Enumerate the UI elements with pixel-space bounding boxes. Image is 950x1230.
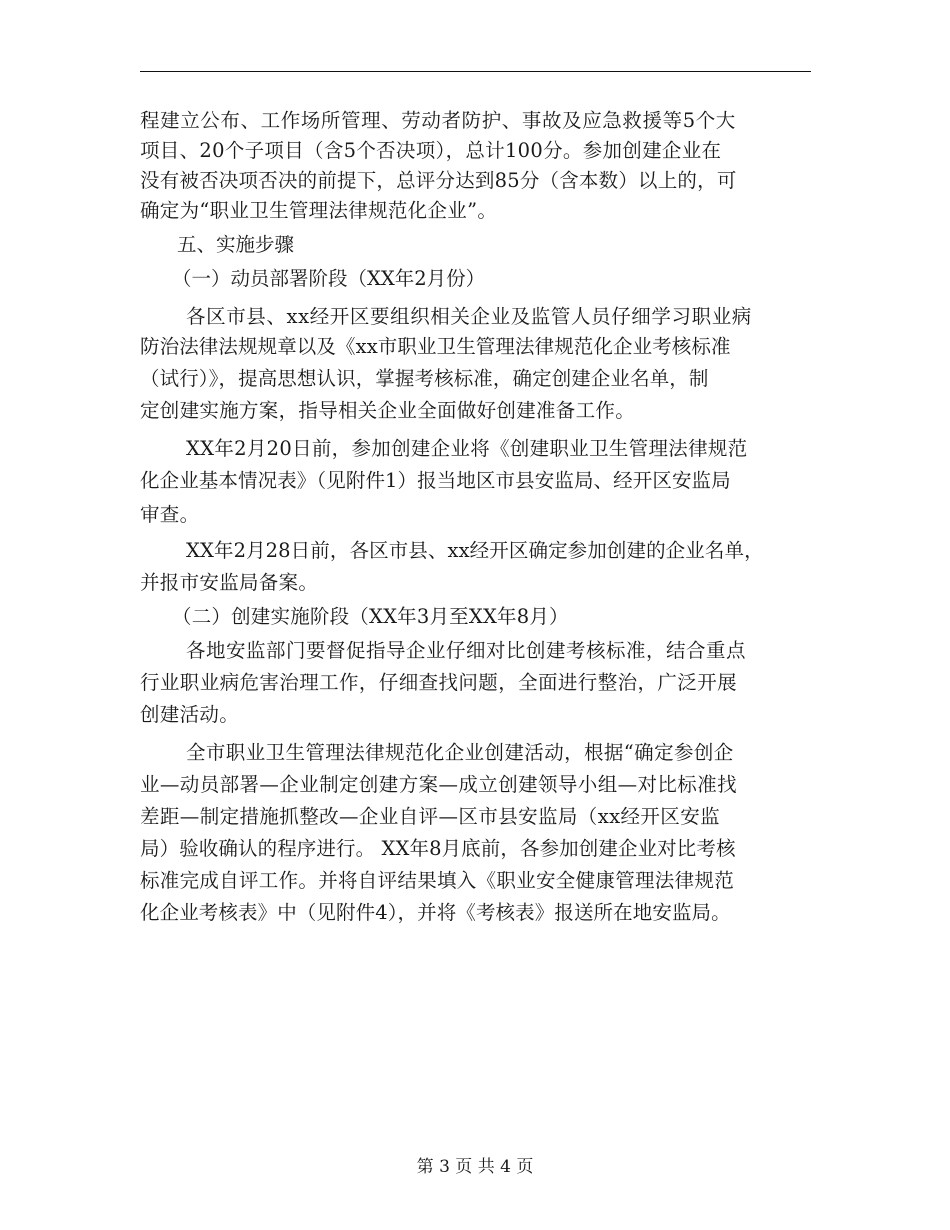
text-line: 防治法律法规规章以及《xx市职业卫生管理法律规范化企业考核标准	[140, 335, 731, 358]
text-line: 化企业基本情况表》（见附件1）报当地区市县安监局、经开区安监局	[140, 469, 731, 492]
text-line: 审查。	[140, 503, 200, 526]
text-line: XX年2月20日前，参加创建企业将《创建职业卫生管理法律规范	[186, 437, 748, 460]
text-line: 业—动员部署—企业制定创建方案—成立创建领导小组—对比标准找	[140, 773, 738, 796]
text-line: XX年2月28日前，各区市县、xx经开区确定参加创建的企业名单，	[186, 539, 764, 562]
text-line: 各区市县、xx经开区要组织相关企业及监管人员仔细学习职业病	[186, 305, 752, 328]
text-line: 项目、20个子项目（含5个否决项），总计100分。参加创建企业在	[140, 139, 722, 162]
subsection-heading: （二）创建实施阶段（XX年3月至XX年8月）	[172, 605, 569, 628]
text-line: 程建立公布、工作场所管理、劳动者防护、事故及应急救援等5个大	[140, 109, 736, 132]
text-line: 全市职业卫生管理法律规范化企业创建活动，根据“确定参创企	[186, 741, 734, 764]
header-rule	[140, 71, 811, 72]
text-line: 各地安监部门要督促指导企业仔细对比创建考核标准，结合重点	[186, 639, 747, 662]
section-heading: 五、实施步骤	[177, 233, 295, 256]
subsection-heading: （一）动员部署阶段（XX年2月份）	[172, 267, 486, 290]
text-line: 化企业考核表》中（见附件4），并将《考核表》报送所在地安监局。	[140, 901, 731, 924]
text-line: 差距—制定措施抓整改—企业自评—区市县安监局（xx经开区安监	[140, 805, 720, 828]
page-footer: 第 3 页 共 4 页	[416, 1157, 534, 1177]
text-line: 行业职业病危害治理工作，仔细查找问题，全面进行整治，广泛开展	[140, 671, 738, 694]
text-line: 创建活动。	[140, 703, 240, 726]
text-line: 没有被否决项否决的前提下，总评分达到85分（含本数）以上的，可	[140, 169, 737, 192]
text-line: 确定为“职业卫生管理法律规范化企业”。	[140, 199, 498, 222]
text-line: 局）验收确认的程序进行。 XX年8月底前，各参加创建企业对比考核	[140, 837, 736, 860]
text-line: 标准完成自评工作。并将自评结果填入《职业安全健康管理法律规范	[140, 869, 735, 892]
text-line: （试行）》，提高思想认识，掌握考核标准，确定创建企业名单，制	[140, 367, 709, 390]
text-line: 定创建实施方案，指导相关企业全面做好创建准备工作。	[140, 399, 636, 422]
text-line: 并报市安监局备案。	[140, 571, 319, 594]
